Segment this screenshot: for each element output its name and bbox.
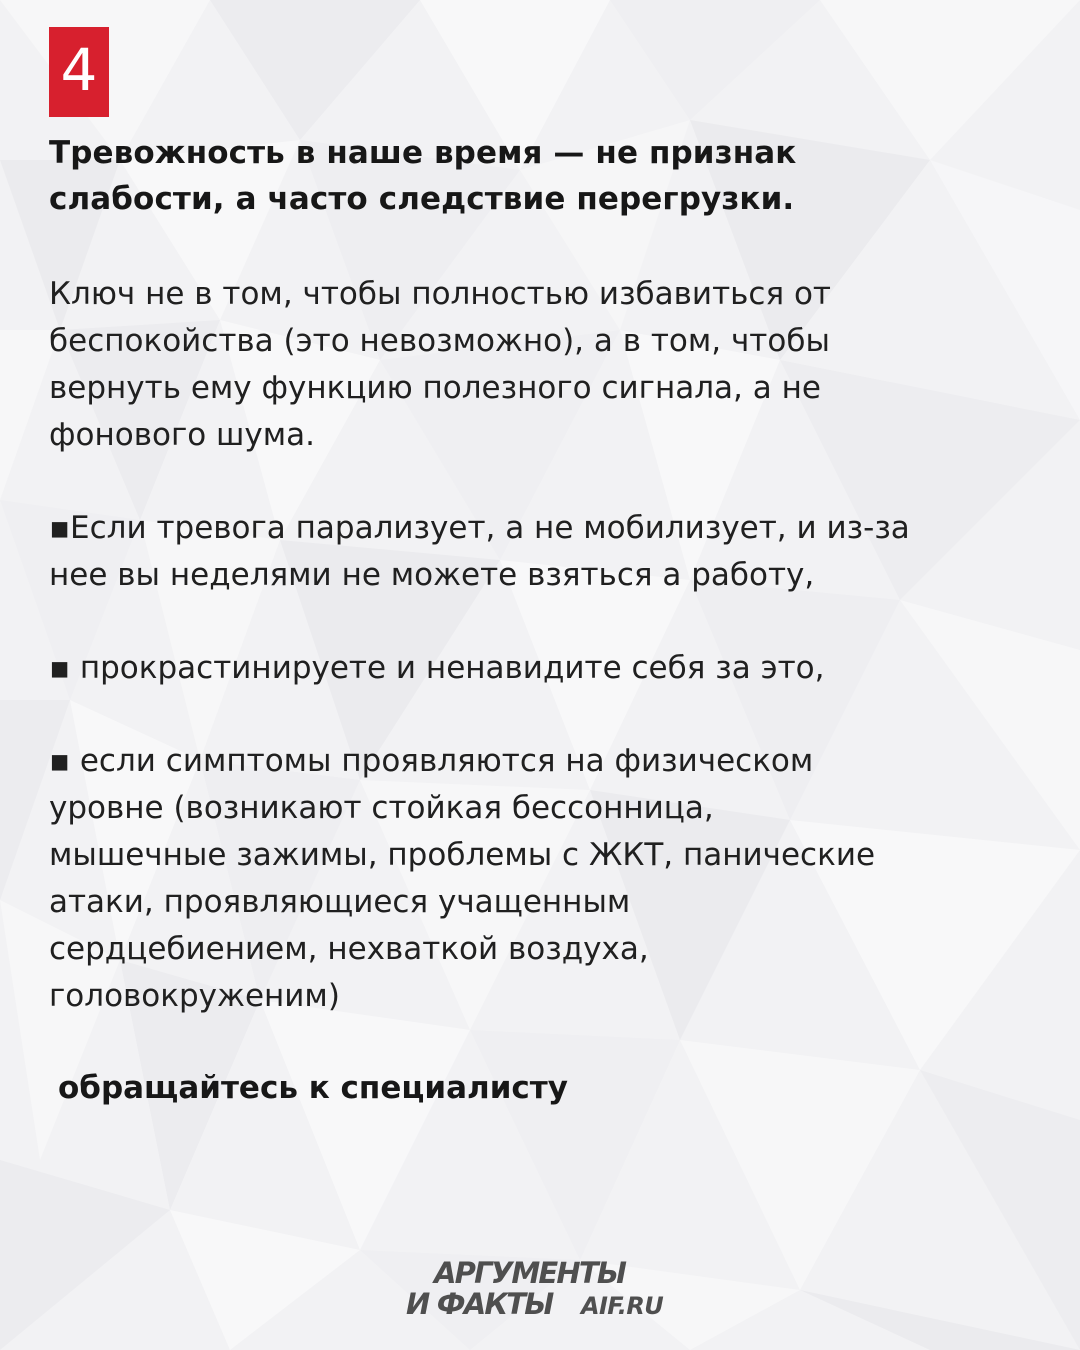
headline-line: Тревожность в наше время — не признак: [49, 135, 797, 171]
paragraph-line: сердцебиением, нехваткой воздуха,: [49, 931, 649, 967]
bullet-item-paralysis: [49, 505, 1049, 599]
bullet-item-physical-symptoms: [49, 738, 1049, 1020]
paragraph-line: атаки, проявляющиеся учащенным: [49, 884, 631, 920]
paragraph-line: вернуть ему функцию полезного сигнала, а не: [49, 370, 821, 406]
aif-logo: [400, 1254, 685, 1326]
number-badge: [49, 27, 109, 117]
paragraph-line: Ключ не в том, чтобы полностью избавиться от: [49, 276, 831, 312]
logo-bottom-text: И ФАКТЫ: [406, 1287, 553, 1321]
headline: [49, 130, 1049, 222]
logo-domain-text: AIF.RU: [581, 1292, 664, 1320]
paragraph-line: беспокойства (это невозможно), а в том, чтобы: [49, 323, 830, 359]
number-badge-text: 4: [60, 36, 98, 104]
paragraph-line: ▪ если симптомы проявляются на физическом: [49, 743, 814, 779]
bullet-item-procrastination: [49, 645, 1049, 692]
paragraph-line: уровне (возникают стойкая бессонница,: [49, 790, 714, 826]
paragraph-line: ▪ прокрастинируете и ненавидите себя за это,: [49, 650, 825, 686]
paragraph-key-idea: [49, 271, 1049, 459]
paragraph-line: фонового шума.: [49, 417, 315, 453]
paragraph-line: нее вы неделями не можете взяться а работу,: [49, 557, 815, 593]
aif-logo-graphic: [400, 1254, 685, 1326]
paragraph-line: головокруженим): [49, 978, 340, 1014]
logo-top-text: АРГУМЕНТЫ: [434, 1256, 626, 1290]
headline-line: слабости, а часто следствие перегрузки.: [49, 181, 795, 217]
paragraph-line: ▪Если тревога парализует, а не мобилизует, и из-за: [49, 510, 910, 546]
call-to-action: обращайтесь к специалисту: [58, 1070, 568, 1106]
paragraph-line: мышечные зажимы, проблемы с ЖКТ, панические: [49, 837, 876, 873]
